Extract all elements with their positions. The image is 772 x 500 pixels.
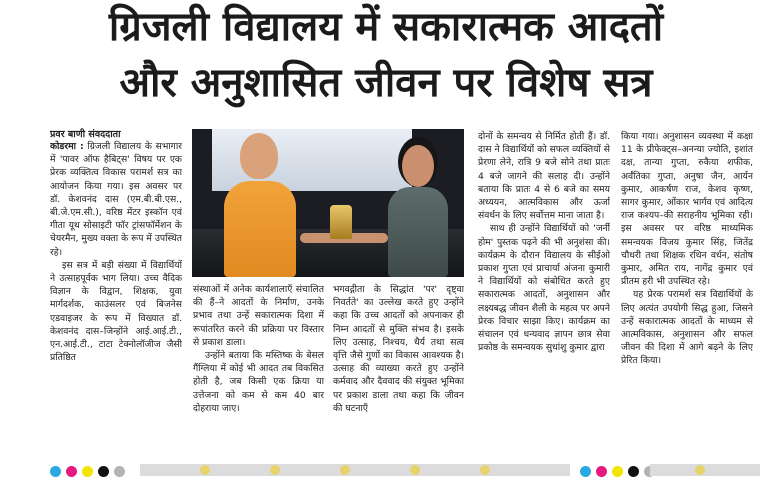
registration-dot — [612, 466, 623, 477]
paragraph: उन्होंने बताया कि मस्तिष्क के बेसल गैंग्लिया में कोई भी आदत तब विकसित होती है, जब किसी एक क्रिया या उत्तेजना को कम से कम 40 बार दोहराया जाए। — [193, 350, 324, 414]
registration-dot — [596, 466, 607, 477]
event-photo — [192, 129, 464, 277]
print-strip — [140, 464, 570, 476]
paragraph: साथ ही उन्होंने विद्यार्थियों को 'जर्नी होम' पुस्तक पढ़ने की भी अनुशंसा की। कार्यक्रम के दौरान विद्यालय के सीईओ प्रकाश गुप्ता एवं प्राचार्या अंजना कुमारी ने विद्यार्थियों को संबोधित करते हुए सकारात्मक आदतों, अनुशासन और लक्ष्यबद्ध जीवन शैली के महत्व पर अपने प्रेरक विचार साझा किए। कार्यक्रम का संचालन एवं धन्यवाद ज्ञापन छात्र सेवा प्रकोष्ठ के समन्वयक सुधांशु कुमार द्वारा — [478, 223, 610, 354]
registration-marks-right — [580, 462, 655, 480]
article-column-4 — [478, 130, 610, 448]
headline-line-1: ग्रिजली विद्यालय में सकारात्मक आदतों — [108, 4, 664, 50]
paragraph: भगवद्गीता के सिद्धांत 'पर' दृष्ट्वा निवर्तते' का उल्लेख करते हुए उन्होंने कहा कि उच्च आदतों को अपनाकर ही निम्न आदतों से मुक्ति संभव है। इसके लिए उत्साह, निश्चय, धैर्य तथा सत्व वृत्ति जैसे गुणों का विकास आवश्यक है। उत्साह की व्याख्या करते हुए उन्होंने कर्मवाद और दैववाद की संयुक्त भूमिका पर प्रकाश डाला तथा कहा कि जीवन की घटनाएँ — [333, 284, 464, 414]
print-strip — [650, 464, 760, 476]
memento-icon — [330, 205, 352, 239]
article-column-3 — [333, 283, 464, 448]
paragraph: दोनों के समन्वय से निर्मित होती हैं। डॉ. दास ने विद्यार्थियों को सफल व्यक्तियों से प्रेरणा लेने, रात्रि 9 बजे सोने तथा प्रातः 4 बजे जागने की सलाह दी। उन्होंने बताया कि प्रातः 4 से 6 बजे का समय अध्ययन, आत्मविकास और ऊर्जा संवर्धन के लिए सर्वोत्तम माना जाता है। — [478, 131, 610, 222]
registration-dot — [50, 466, 61, 477]
dateline: कोडरमा : — [50, 141, 84, 152]
registration-dot — [98, 466, 109, 477]
registration-dot — [114, 466, 125, 477]
article-column-5 — [621, 130, 753, 448]
paragraph: संस्थाओं में अनेक कार्यशालाएँ संचालित की हैं–ने आदतों के निर्माण, उनके प्रभाव तथा उन्हें सकारात्मक दिशा में रूपांतरित करने की प्रक्रिया पर विस्तार से प्रकाश डाला। — [193, 284, 324, 348]
registration-dot — [580, 466, 591, 477]
byline: प्रवर बाणी संवददाता — [50, 129, 121, 140]
headline-line-2: और अनुशासित जीवन पर विशेष सत्र — [119, 60, 653, 106]
paragraph: इस सत्र में बड़ी संख्या में विद्यार्थियों ने उत्साहपूर्वक भाग लिया। उच्च वैदिक विज्ञान के विद्वान, शिक्षक, युवा मार्गदर्शक, काउंसलर एवं बिजनेस एडवाइजर के रूप में विख्यात डॉ. केशवनंद दास–जिन्होंने आई.आई.टी., एन.आई.टी., टाटा टेक्नोलॉजीज जैसी प्रतिष्ठित — [50, 259, 182, 364]
article-column-2 — [193, 283, 324, 448]
lead-paragraph: कोडरमा : ग्रिजली विद्यालय के सभागार में 'पावर ऑफ हैबिट्स' विषय पर एक प्रेरक व्यक्तित्व विकास परामर्श सत्र का आयोजन किया गया। इस अवसर पर डॉ. केशवनंद दास (एम.बी.बी.एस., बी.जे.एम.सी.), वरिष्ठ मेंटर इस्कॉन एवं गीता यूथ सोसाइटी फॉर ट्रांसफॉर्मेशन के चेयरमैन, मुख्य वक्ता के रूप में उपस्थित रहे। — [50, 141, 182, 258]
registration-dot — [628, 466, 639, 477]
registration-marks-left — [50, 462, 125, 480]
registration-dot — [82, 466, 93, 477]
paragraph: किया गया। अनुशासन व्यवस्था में कक्षा 11 के प्रीफेक्ट्स–अनन्या ज्योति, इशांत दक्ष, तान्या गुप्ता, रुकैया शफीक, अर्वंतिका गुप्ता, अनुषा जैन, आर्यन कुमार, आकर्षण राज, केशव कृष्ण, सागर कुमार, ओंकार भार्गव एवं आदित्य राज कश्यप–की सराहनीय भूमिका रही। इस अवसर पर वरिष्ठ माध्यमिक समन्वयक विजय कुमार सिंह, जितेंद्र चौधरी तथा शिक्षक रथिन वर्धन, संतोष कुमार, अमित राय, नागेंद्र कुमार एवं प्रीतम हरी भी उपस्थित रहे। — [621, 131, 753, 288]
registration-dot — [66, 466, 77, 477]
article-column-1 — [50, 140, 182, 448]
paragraph: यह प्रेरक परामर्श सत्र विद्यार्थियों के लिए अत्यंत उपयोगी सिद्ध हुआ, जिसने उन्हें सकारात्मक आदतों के माध्यम से आत्मविकास, अनुशासन और सफल जीवन की दिशा में आगे बढ़ने के लिए प्रेरित किया। — [621, 289, 753, 367]
